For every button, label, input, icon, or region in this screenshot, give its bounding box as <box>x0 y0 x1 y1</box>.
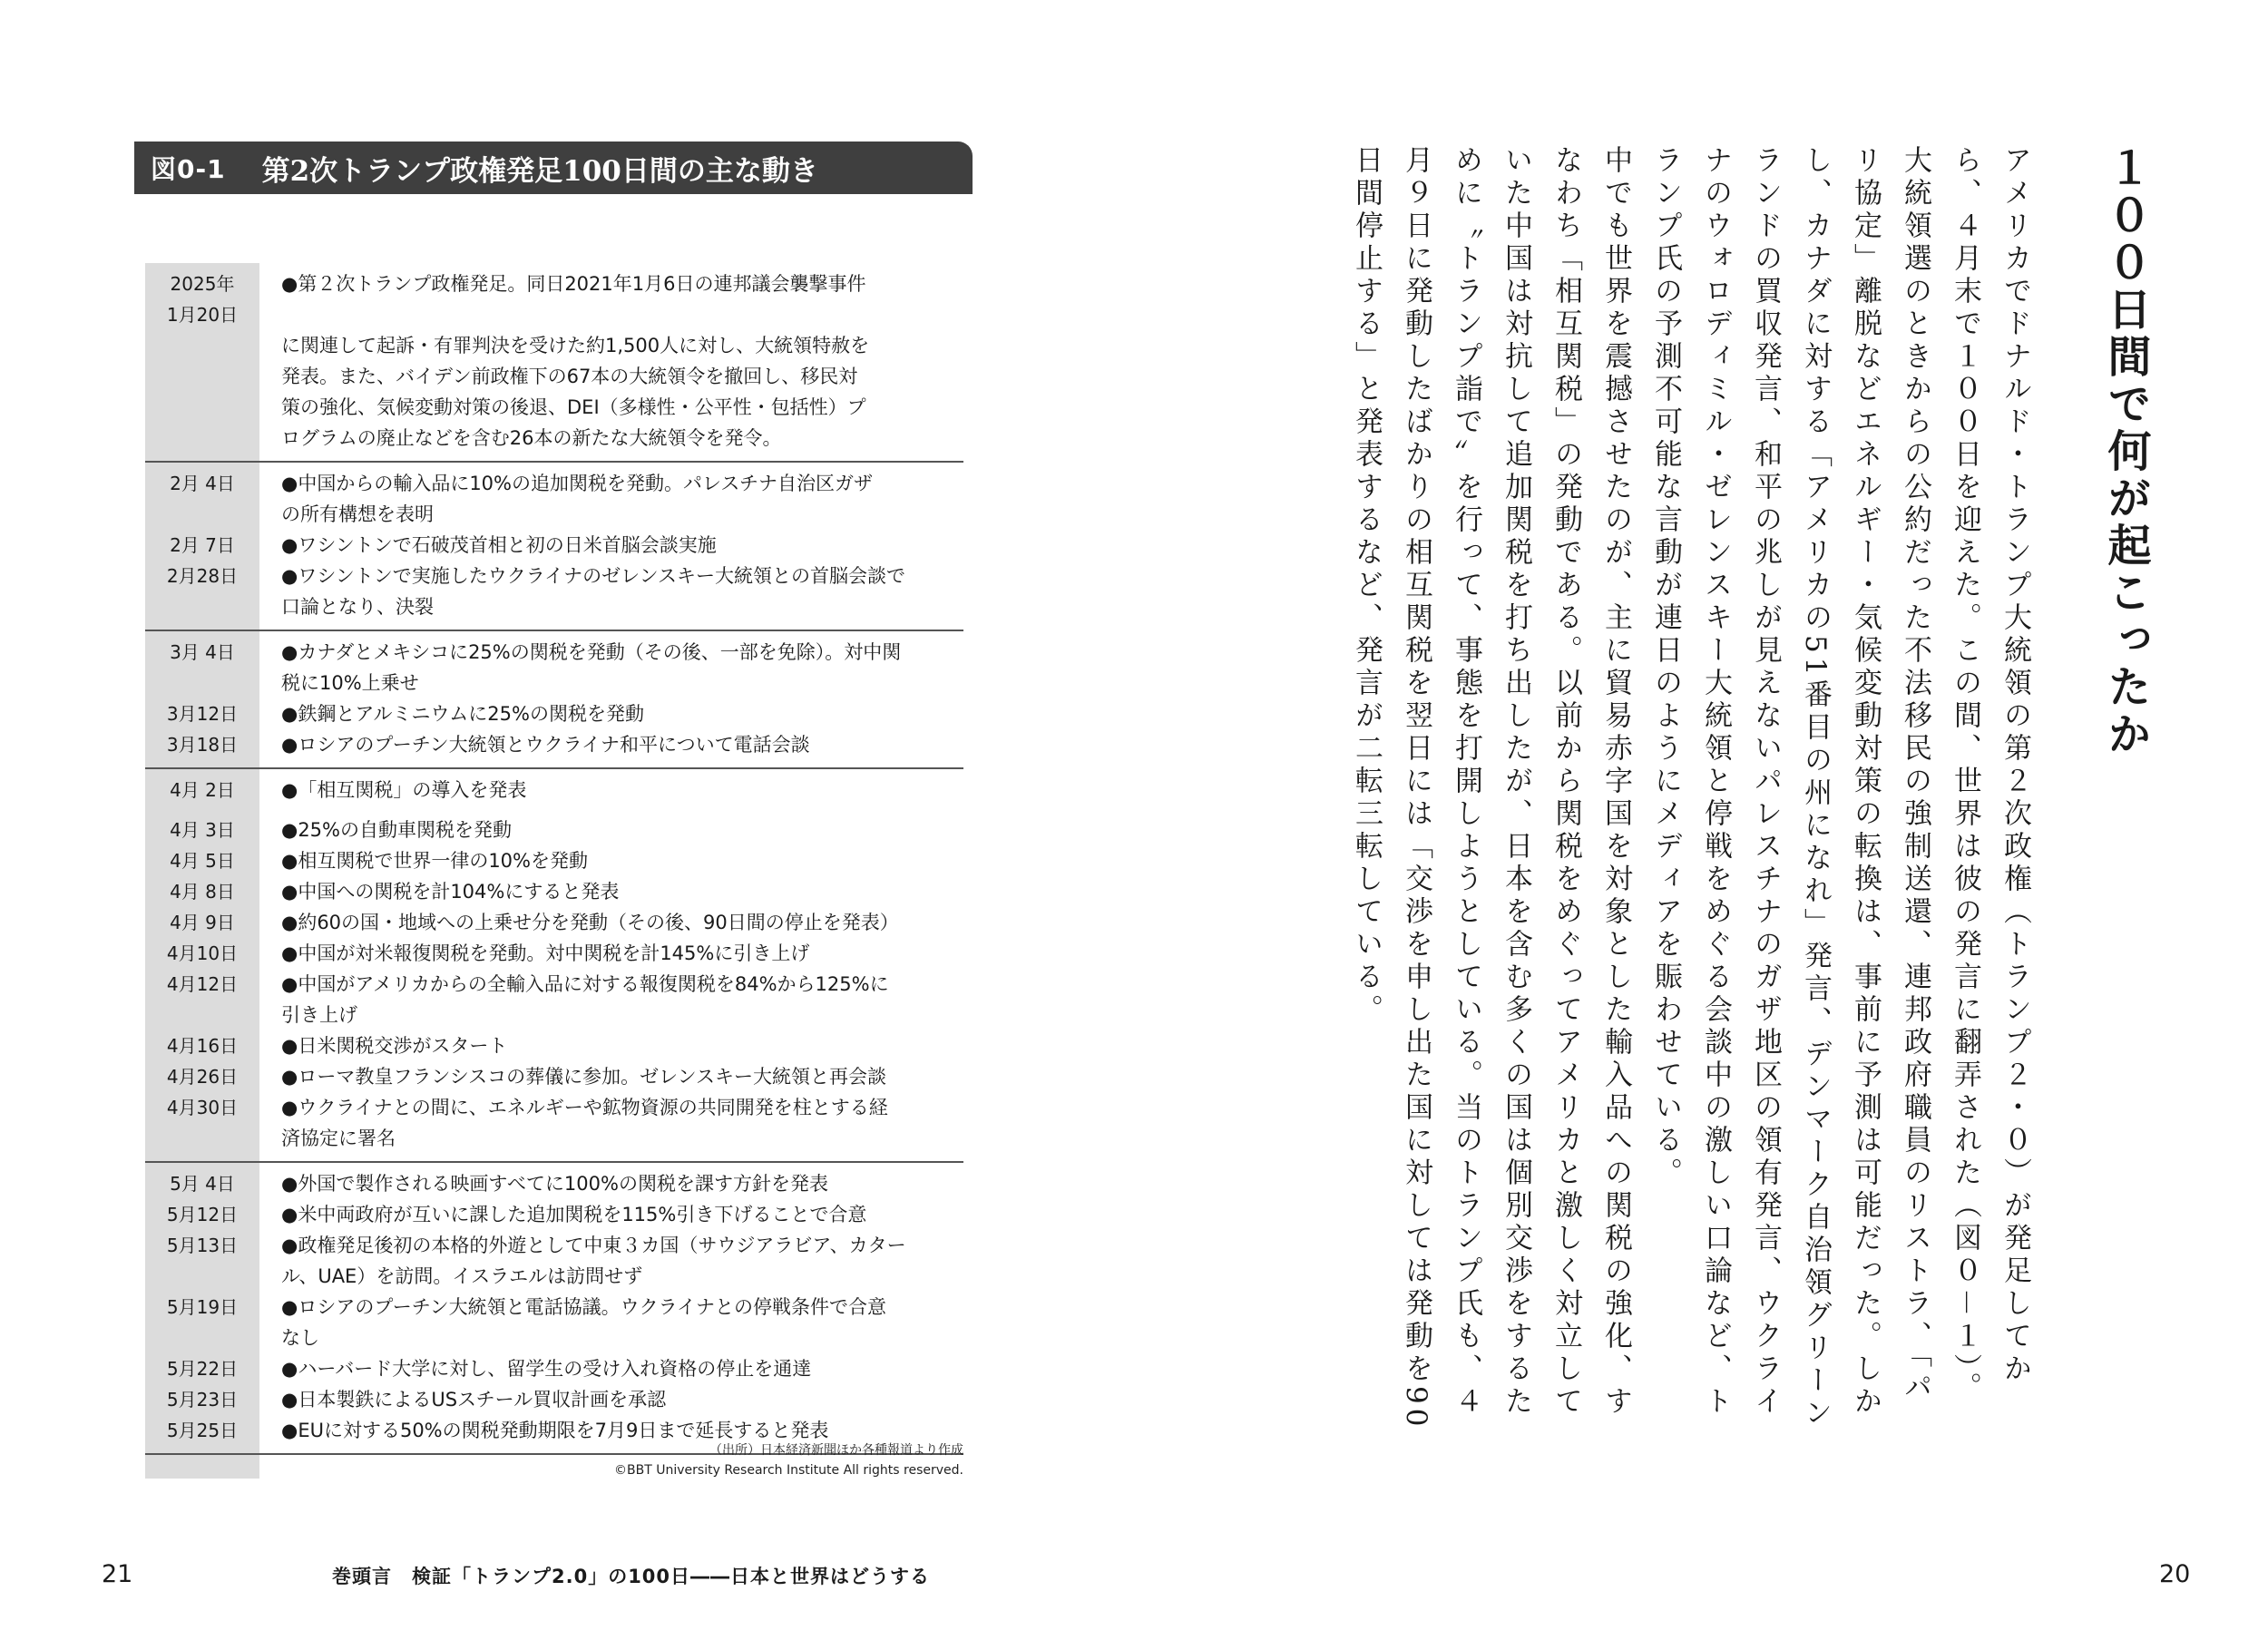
timeline-date <box>145 1123 259 1161</box>
timeline-date: 2月 7日 <box>145 530 259 561</box>
timeline-date <box>145 591 259 630</box>
timeline-date <box>145 392 259 423</box>
timeline-date: 5月22日 <box>145 1353 259 1384</box>
figure-title: 第2次トランプ政権発足100日間の主な動き <box>261 154 818 188</box>
body-text-column: めに〝トランプ詣で〟を行って、事態を打開しようとしている。当のトランプ氏も、４ <box>1450 145 1482 1419</box>
body-text-column: ランドの買収発言、和平の兆しが見えないパレスチナのガザ地区の領有発言、ウクライ <box>1749 145 1782 1419</box>
section-heading: １００日間で何が起こったか <box>2100 145 2151 758</box>
timeline-date <box>145 1323 259 1353</box>
timeline-event: 引き上げ <box>281 1004 357 1026</box>
timeline-event: なし <box>281 1327 319 1349</box>
body-text-column: いた中国は対抗して追加関税を打ち出したが、日本を含む多くの国は個別交渉をするた <box>1500 145 1532 1419</box>
timeline-event: 策の強化、気候変動対策の後退、DEI（多様性・公平性・包括性）プ <box>281 396 866 418</box>
timeline-date <box>145 1000 259 1030</box>
timeline-date: 3月 4日 <box>145 631 259 668</box>
timeline-date <box>145 423 259 461</box>
timeline-event: ●日本製鉄によるUSスチール買収計画を承認 <box>281 1389 667 1411</box>
timeline-date <box>145 668 259 698</box>
timeline-event: ●中国がアメリカからの全輸入品に対する報復関税を84%から125%に <box>281 973 889 995</box>
timeline-event: ●「相互関税」の導入を発表 <box>281 779 527 801</box>
timeline-date: 2月 4日 <box>145 463 259 499</box>
timeline-event: ●25%の自動車関税を発動 <box>281 819 512 841</box>
body-text-column: リ協定」離脱などエネルギー・気候変動対策の転換は、事前に予測は可能だった。しか <box>1849 145 1882 1419</box>
body-text-column: アメリカでドナルド・トランプ大統領の第２次政権（トランプ２・０）が発足してか <box>1999 145 2031 1386</box>
timeline-date: 4月 2日 <box>145 769 259 815</box>
timeline-event: ●政権発足後初の本格的外遊として中東３カ国（サウジアラビア、カター <box>281 1235 906 1256</box>
body-text-column: 中でも世界を震撼させたのが、主に貿易赤字国を対象とした輸入品への関税の強化、す <box>1599 145 1632 1419</box>
timeline-date: 4月16日 <box>145 1030 259 1061</box>
timeline-date: 3月18日 <box>145 729 259 767</box>
figure-number: 図0-1 <box>151 154 226 184</box>
timeline-group <box>145 631 963 769</box>
timeline-event: の所有構想を表明 <box>281 503 434 525</box>
timeline-event: ●中国からの輸入品に10%の追加関税を発動。パレスチナ自治区ガザ <box>281 473 873 494</box>
timeline-event: 済協定に署名 <box>281 1128 396 1149</box>
timeline-group <box>145 263 963 463</box>
timeline-event: ●カナダとメキシコに25%の関税を発動（その後、一部を免除）。対中関 <box>281 641 902 663</box>
vertical-body-text <box>1297 145 2150 1433</box>
timeline-date: 5月13日 <box>145 1230 259 1261</box>
body-text-column: なわち「相互関税」の発動である。以前から関税をめぐってアメリカと激しく対立して <box>1549 145 1582 1419</box>
timeline-event: 口論となり、決裂 <box>281 596 434 618</box>
figure-header <box>134 142 973 194</box>
body-text-column: 日間停止する」と発表するなど、発言が二転三転している。 <box>1350 145 1383 1027</box>
timeline-event: ●約60の国・地域への上乗せ分を発動（その後、90日間の停止を発表） <box>281 912 899 933</box>
timeline-group <box>145 1163 963 1455</box>
body-text-column: ナのウォロディミル・ゼレンスキー大統領と停戦をめぐる会談中の激しい口論など、ト <box>1699 145 1732 1419</box>
timeline-date: 5月12日 <box>145 1199 259 1230</box>
timeline-event: ●ロシアのプーチン大統領と電話協議。ウクライナとの停戦条件で合意 <box>281 1296 887 1318</box>
running-title: 巻頭言 検証「トランプ2.0」の100日――日本と世界はどうする <box>332 1566 931 1587</box>
timeline-date: 4月 3日 <box>145 815 259 845</box>
timeline-event: ●ハーバード大学に対し、留学生の受け入れ資格の停止を通達 <box>281 1358 812 1380</box>
timeline-event: ●ウクライナとの間に、エネルギーや鉱物資源の共同開発を柱とする経 <box>281 1097 888 1118</box>
timeline-event: ●ワシントンで石破茂首相と初の日米首脳会談実施 <box>281 534 717 556</box>
timeline-event: に関連して起訴・有罪判決を受けた約1,500人に対し、大統領特赦を <box>281 335 870 356</box>
timeline-date: 5月19日 <box>145 1292 259 1323</box>
timeline-event: ●日米関税交渉がスタート <box>281 1035 508 1057</box>
timeline-date <box>145 330 259 361</box>
timeline-event: ●鉄鋼とアルミニウムに25%の関税を発動 <box>281 703 644 725</box>
body-text-column: ら、４月末で１００日を迎えた。この間、世界は彼の発言に翻弄された（図０－１）。 <box>1949 145 1981 1405</box>
timeline-date: 5月25日 <box>145 1415 259 1453</box>
timeline-date: 4月 9日 <box>145 907 259 938</box>
timeline-group <box>145 769 963 1163</box>
body-text-column: 大統領選のときからの公約だった不法移民の強制送還、連邦政府職員のリストラ、「パ <box>1899 145 1931 1405</box>
timeline-date: 4月 8日 <box>145 876 259 907</box>
timeline-date <box>145 499 259 530</box>
timeline-event: ●外国で製作される映画すべてに100%の関税を課す方針を発表 <box>281 1173 828 1195</box>
timeline-date: 4月12日 <box>145 969 259 1000</box>
page-number-right: 20 <box>2159 1560 2191 1588</box>
timeline-event: ル、UAE）を訪問。イスラエルは訪問せず <box>281 1265 643 1287</box>
timeline-event: ログラムの廃止などを含む26本の新たな大統領令を発令。 <box>281 427 782 449</box>
figure-source <box>544 1440 963 1480</box>
timeline-event: ●中国への関税を計104%にすると発表 <box>281 881 620 903</box>
timeline-date: 5月 4日 <box>145 1163 259 1199</box>
timeline-event: ●ローマ教皇フランシスコの葬儀に参加。ゼレンスキー大統領と再会談 <box>281 1066 887 1088</box>
timeline-date: 3月12日 <box>145 698 259 729</box>
timeline-group <box>145 463 963 631</box>
timeline-event: ●ロシアのプーチン大統領とウクライナ和平について電話会談 <box>281 734 810 756</box>
timeline-date <box>145 1261 259 1292</box>
timeline-event: 税に10%上乗せ <box>281 672 419 694</box>
timeline-event: ●EUに対する50%の関税発動期限を7月9日まで延長すると発表 <box>281 1420 829 1441</box>
timeline-event: ●ワシントンで実施したウクライナのゼレンスキー大統領との首脳会談で <box>281 565 906 587</box>
copyright-line: ©BBT University Research Institute All rights reserved. <box>614 1463 963 1478</box>
page-number-left: 21 <box>102 1560 133 1588</box>
timeline-date: 2025年 1月20日 <box>145 263 259 330</box>
timeline-event: 発表。また、バイデン前政権下の67本の大統領令を撤回し、移民対 <box>281 366 858 387</box>
timeline-date: 4月10日 <box>145 938 259 969</box>
body-text-column: し、カナダに対する「アメリカの51番目の州になれ」発言、デンマーク自治領グリーン <box>1799 145 1832 1431</box>
timeline-date: 4月26日 <box>145 1061 259 1092</box>
body-text-column: 月９日に発動したばかりの相互関税を翌日には「交渉を申し出た国に対しては発動を90 <box>1400 145 1432 1431</box>
timeline-table <box>145 263 963 1479</box>
timeline-event: ●相互関税で世界一律の10%を発動 <box>281 850 588 872</box>
timeline-event: ●中国が対米報復関税を発動。対中関税を計145%に引き上げ <box>281 942 810 964</box>
timeline-date: 5月23日 <box>145 1384 259 1415</box>
timeline-date <box>145 361 259 392</box>
timeline-date: 2月28日 <box>145 561 259 591</box>
timeline-date: 4月30日 <box>145 1092 259 1123</box>
source-line: （出所）日本経済新聞ほか各種報道より作成 <box>709 1443 963 1458</box>
timeline-event: ●米中両政府が互いに課した追加関税を115%引き下げることで合意 <box>281 1204 867 1225</box>
body-text-column: ランプ氏の予測不可能な言動が連日のようにメディアを賑わせている。 <box>1649 145 1682 1190</box>
timeline-event: ●第２次トランプ政権発足。同日2021年1月6日の連邦議会襲撃事件 <box>281 273 866 295</box>
timeline-date: 4月 5日 <box>145 845 259 876</box>
